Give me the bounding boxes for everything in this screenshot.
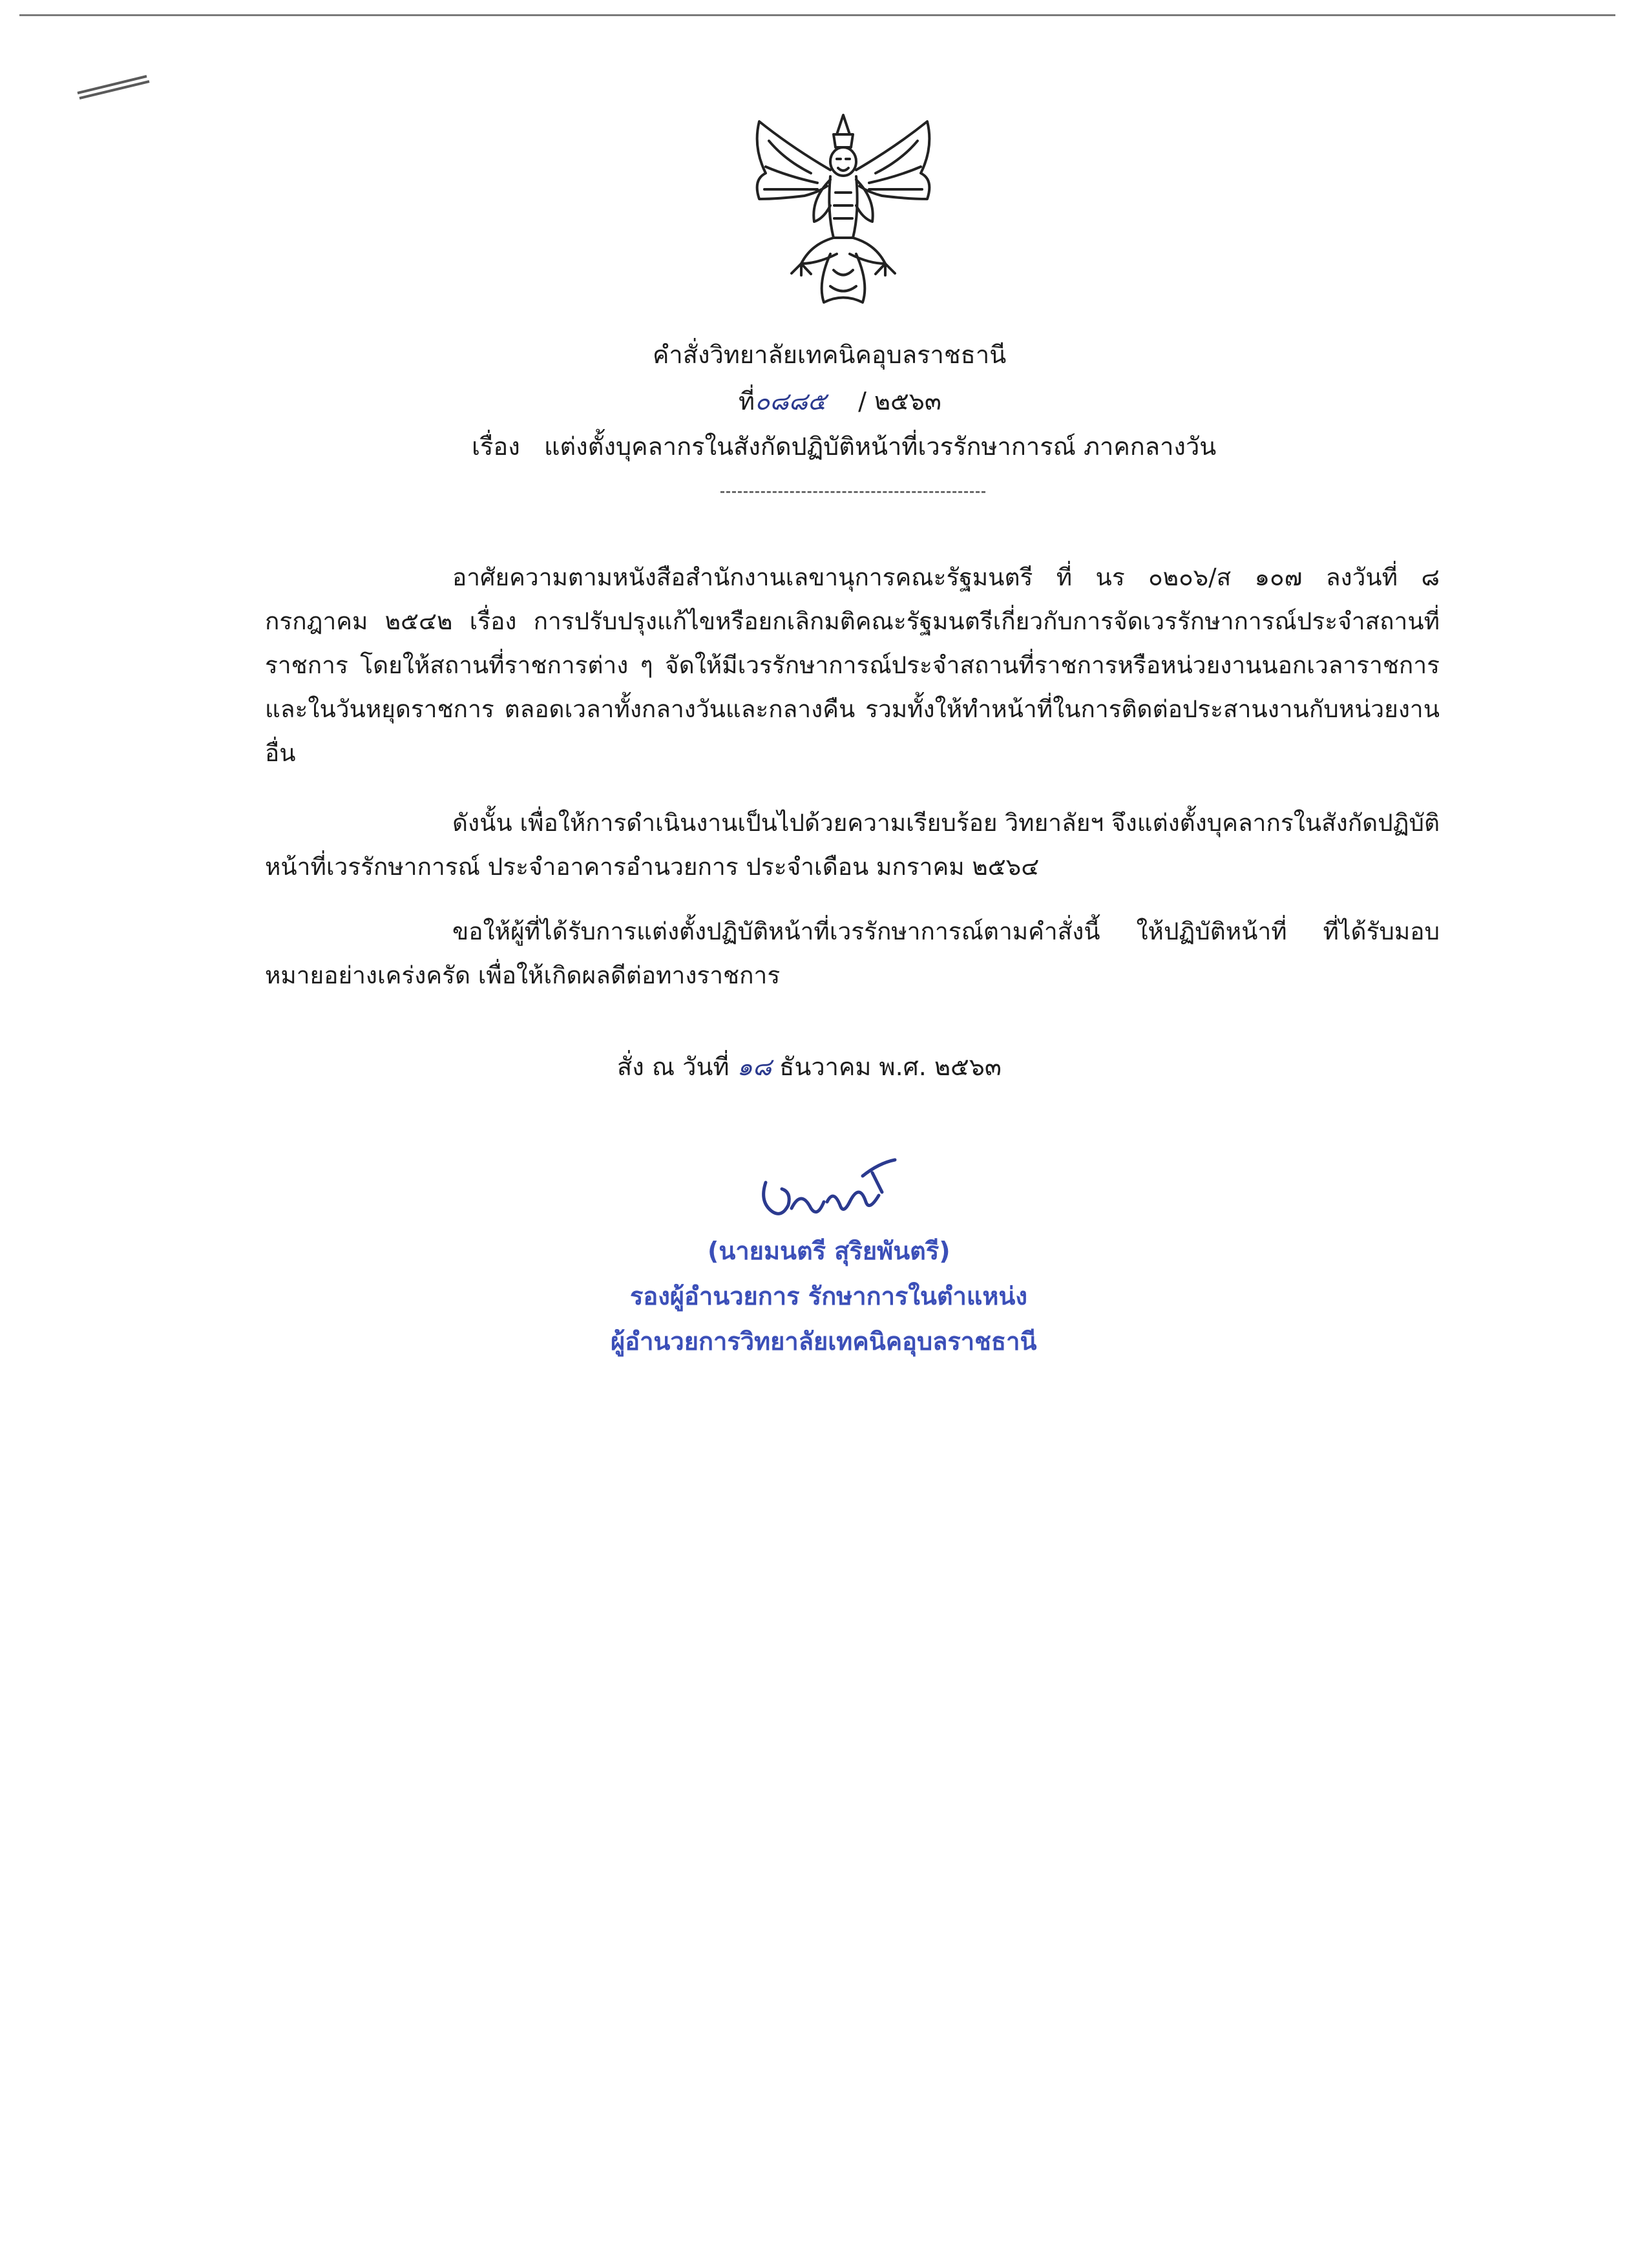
subject-text: แต่งตั้งบุคลากรในสังกัดปฏิบัติหน้าที่เวรรักษาการณ์ ภาคกลางวัน [544,432,1217,461]
subject-line [472,426,1216,466]
body-paragraph-3: ขอให้ผู้ที่ได้รับการแต่งตั้งปฏิบัติหน้าที่เวรรักษาการณ์ตามคำสั่งนี้ ให้ปฏิบัติหน้าที่ ที่ได้รับมอบหมายอย่างเคร่งครัด เพื่อให้เกิดผลดีต่อทางราชการ [265,918,1440,989]
date-prefix: สั่ง ณ วันที่ [617,1053,730,1081]
order-number [739,381,941,421]
date-month-year: ธันวาคม พ.ศ. ๒๕๖๓ [779,1053,1002,1081]
signatory-position-line-2: ผู้อำนวยการวิทยาลัยเทคนิคอุบลราชธานี [611,1327,1037,1356]
staple-mark-icon [74,71,152,101]
subject-label: เรื่อง [472,432,520,461]
order-number-handwritten: ๐๘๘๕ [755,387,826,415]
handwritten-signature [753,1157,901,1228]
order-number-year: / ๒๕๖๓ [858,387,941,415]
scan-edge-line [19,14,1615,16]
order-title: คำสั่งวิทยาลัยเทคนิคอุบลราชธานี [653,341,1007,369]
date-day-handwritten: ๑๘ [737,1053,772,1081]
order-date [617,1047,1002,1086]
signatory-name: (นายมนตรี สุริยพันตรี) [708,1237,951,1265]
order-number-prefix: ที่ [739,387,755,415]
signatory-position-line-1: รองผู้อำนวยการ รักษาการในตำแหน่ง [630,1282,1027,1310]
garuda-emblem-icon [740,109,947,315]
header-separator [720,491,985,493]
body-paragraph-1: อาศัยความตามหนังสือสำนักงานเลขานุการคณะรัฐมนตรี ที่ นร ๐๒๐๖/ส ๑๐๗ ลงวันที่ ๘ กรกฎาคม ๒๕๔๒ เรื่อง การปรับปรุงแก้ไขหรือยกเลิกมติคณะรัฐมนตรีเกี่ยวกับการจัดเวรรักษาการณ์ประจำสถานที่ราชการ โดยให้สถานที่ราชการต่าง ๆ จัดให้มีเวรรักษาการณ์ประจำสถานที่ราชการหรือหน่วยงานนอกเวลาราชการและในวันหยุดราชการ ตลอดเวลาทั้งกลางวันและกลางคืน รวมทั้งให้ทำหน้าที่ในการติดต่อประสานงานกับหน่วยงานอื่น [265,563,1440,767]
body-paragraph-2: ดังนั้น เพื่อให้การดำเนินงานเป็นไปด้วยความเรียบร้อย วิทยาลัยฯ จึงแต่งตั้งบุคลากรในสังกัดปฏิบัติหน้าที่เวรรักษาการณ์ ประจำอาคารอำนวยการ ประจำเดือน มกราคม ๒๕๖๔ [265,809,1440,881]
